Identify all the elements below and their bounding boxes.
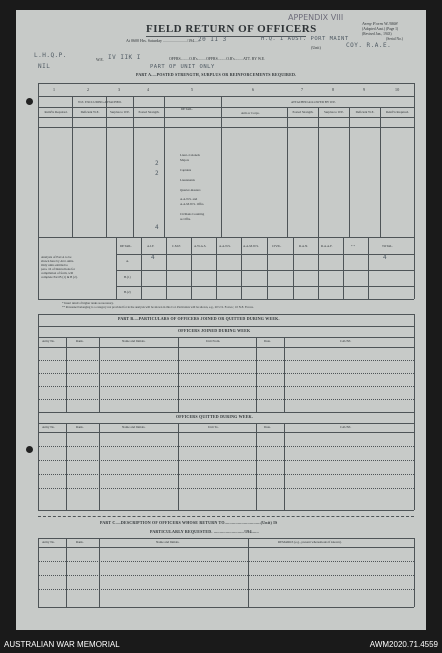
rule — [99, 337, 100, 412]
analysis-head: C.M.F. — [172, 244, 181, 248]
rule — [38, 432, 414, 433]
analysis-head: A.I.F. — [147, 244, 155, 248]
rule — [241, 237, 242, 299]
rule — [414, 538, 415, 607]
analysis-head: R.A.N. — [299, 244, 309, 248]
footer-source: AUSTRALIAN WAR MEMORIAL — [4, 640, 120, 649]
typed-we: IV IIK I — [108, 54, 141, 61]
rule — [38, 538, 414, 539]
col-number: 6 — [252, 87, 255, 92]
at-hrs-line: At 0600 Hrs. Saturday ......................../194...... — [126, 38, 201, 43]
rule — [133, 96, 134, 237]
analysis-head: * * — [351, 244, 355, 248]
rule — [141, 237, 142, 299]
rule — [191, 237, 192, 299]
rule — [106, 96, 107, 237]
rule — [293, 237, 294, 299]
joined-title: OFFICERS JOINED DURING WEEK — [178, 328, 251, 333]
col-head: Arm or Corps. — [241, 111, 260, 115]
analysis-note: compilation of form, will — [41, 271, 74, 275]
rule — [38, 561, 414, 562]
rule — [38, 337, 414, 338]
typed-lhqp: L.H.Q.P. — [34, 52, 67, 59]
rule — [38, 607, 414, 608]
part-b-title: PART B.—PARTICULARS OF OFFICERS JOINED OR QUITTED DURING WEEK. — [118, 316, 280, 321]
rule — [116, 237, 117, 299]
rule — [38, 446, 414, 447]
offrs-line: OFFRS.........O.R's.........OFFRS.........O.R's.........ATT. BY W.E. — [169, 57, 266, 61]
part-c-title: PART C.—DESCRIPTION OF OFFICERS WHOSE RETURN TO..............................(Unit) IS — [100, 520, 278, 525]
rule — [178, 337, 179, 412]
rule — [284, 337, 285, 412]
quitted-col-head: Rank. — [76, 425, 84, 429]
analysis-row-label: B.(2) — [124, 290, 131, 294]
rule — [66, 538, 67, 607]
rank-row: Lieut.-Colonels — [180, 153, 200, 157]
col-head: Posted Strength. — [292, 110, 314, 114]
form-revised: (Revised Jan., 1943) — [362, 32, 392, 36]
form-page — [16, 10, 426, 630]
typed-coy: COY. R.A.E. — [346, 42, 392, 49]
rule — [248, 538, 249, 607]
col-head: Surplus to W.E. — [109, 110, 130, 114]
quitted-col-head: CAUSE. — [340, 425, 352, 429]
col-number: 4 — [147, 87, 150, 92]
rule — [38, 360, 414, 361]
typed-unit: H.Q. I AUST. PORT MAINT — [261, 36, 349, 42]
attached-allowed-head: ATTACHED ALLOWED BY W.E. — [291, 100, 337, 104]
rule — [318, 107, 319, 237]
rule — [38, 299, 414, 300]
quitted-col-head: Date. — [264, 425, 271, 429]
typed-captains: 2 — [155, 160, 160, 167]
col-number: 5 — [191, 87, 194, 92]
rule — [72, 96, 73, 237]
col-number: 3 — [118, 87, 121, 92]
part-a-title: PART A.—POSTED STRENGTH, SURPLUS OR REINFORCEMENTS REQUIRED. — [136, 72, 297, 77]
joined-col-head: Unit From. — [206, 339, 221, 343]
col-head: Deficient W.E. — [355, 110, 375, 114]
col-head: Deficient W.E. — [80, 110, 100, 114]
punch-hole — [26, 446, 33, 453]
rule — [178, 423, 179, 510]
rule — [38, 575, 414, 576]
col-number: 9 — [363, 87, 366, 92]
col-number: 2 — [87, 87, 90, 92]
rule — [38, 488, 414, 489]
rule — [349, 107, 350, 237]
rule — [38, 117, 414, 118]
rank-row: A.A.N.S. and — [180, 197, 198, 201]
rule — [414, 83, 415, 299]
rule — [318, 237, 319, 299]
rule — [256, 423, 257, 510]
part-c-col-head: REMARKS (e.g., present whereabouts if known). — [278, 540, 342, 544]
we-label: W.E. — [96, 57, 104, 62]
rule — [38, 83, 414, 84]
rule — [380, 107, 381, 237]
joined-col-head: Army No. — [42, 339, 55, 343]
rule — [38, 96, 414, 97]
col-number: 8 — [332, 87, 335, 92]
part-c-col-head: Army No. — [42, 540, 55, 544]
rule — [38, 412, 414, 413]
col-number: 10 — [395, 87, 400, 92]
analysis-note: complete Part B (1) & B (2). — [41, 275, 78, 279]
quitted-col-head: Name and Initials. — [122, 425, 146, 429]
rule — [164, 96, 165, 237]
rule — [38, 314, 39, 510]
typed-date: 20 II 3 — [198, 36, 227, 43]
quitted-title: OFFICERS QUITTED DURING WEEK. — [176, 414, 254, 419]
part-c-col-head: Name and Initials. — [156, 540, 180, 544]
form-number: Army Form W.3008 — [362, 21, 398, 26]
rule — [38, 127, 414, 128]
rule — [216, 237, 217, 299]
footer-accession: AWM2020.71.4559 — [369, 640, 438, 649]
analysis-note: Only units entitled to — [41, 263, 69, 267]
rule — [38, 386, 414, 387]
we-excluding-head: W.E. EXCLUDING ATTACHED. — [78, 100, 122, 104]
typed-nil: NIL — [38, 63, 51, 70]
rule — [166, 237, 167, 299]
joined-col-head: Date. — [264, 339, 271, 343]
quitted-col-head: Unit To. — [208, 425, 219, 429]
analysis-head: DETAIL. — [120, 244, 133, 248]
rule — [38, 107, 414, 108]
typed-aif: 4 — [151, 254, 156, 261]
rule — [38, 373, 414, 374]
rule — [116, 254, 414, 255]
rank-row: A.A.M.W.S. Offrs. — [180, 202, 205, 206]
rule — [267, 237, 268, 299]
col-head: Surplus to W.E. — [323, 110, 344, 114]
rule — [343, 237, 344, 299]
joined-col-head: Name and Initials. — [122, 339, 146, 343]
rule — [38, 83, 39, 299]
rule — [38, 423, 414, 424]
analysis-note: para. 16 of Instructions for — [41, 267, 76, 271]
analysis-head: A.A.N.S. — [219, 244, 231, 248]
part-c-col-head: Rank. — [76, 540, 84, 544]
typed-part-of-unit: PART OF UNIT ONLY — [150, 64, 215, 70]
punch-hole — [26, 98, 33, 105]
rule — [66, 337, 67, 412]
rule — [256, 337, 257, 412]
analysis-head: R.A.A.F. — [321, 244, 333, 248]
rule — [414, 314, 415, 510]
analysis-head: CIVIL. — [272, 244, 282, 248]
rank-row: Lieutenants — [180, 178, 195, 182]
form-adopted: (Adopted Aust.) (Page 1) — [362, 27, 399, 31]
rule — [116, 270, 414, 271]
rule — [221, 96, 222, 237]
rule — [38, 460, 414, 461]
col-head: Posted Strength. — [138, 110, 160, 114]
rank-row: as Offrs. — [180, 217, 191, 221]
analysis-head: A.W.A.S. — [194, 244, 207, 248]
col-number: 7 — [301, 87, 304, 92]
rule — [38, 589, 414, 590]
footnote: ** Personnel belonging to a category not provided for in the analysis will be shown in this Col. Particulars will be shown, e.g., 20 U.S. Forces ; 10 N.E. Forces. — [62, 305, 254, 309]
joined-col-head: CAUSE. — [340, 339, 352, 343]
rule — [38, 326, 414, 327]
col-head: Reinf'ts Required. — [44, 110, 68, 114]
typed-total: 4 — [155, 224, 160, 231]
rank-row: Quarter-masters — [180, 188, 201, 192]
rule — [38, 314, 414, 315]
rule — [38, 474, 414, 475]
analysis-row-label: A. — [126, 259, 130, 263]
col-number: 1 — [53, 87, 56, 92]
rule — [38, 399, 414, 400]
appendix-annotation: APPENDIX VIII — [288, 13, 344, 22]
rule — [66, 423, 67, 510]
quitted-col-head: Army No. — [42, 425, 55, 429]
col-head: Reinf'ts Required. — [385, 110, 410, 114]
detail-head: DETAIL. — [181, 107, 194, 111]
archive-footer — [0, 630, 442, 653]
analysis-head: TOTAL. — [382, 244, 393, 248]
rule — [99, 423, 100, 510]
rule — [287, 107, 288, 237]
rank-row: Civilians Counting — [180, 212, 205, 216]
typed-lieutenants: 2 — [155, 170, 160, 177]
rule — [284, 423, 285, 510]
rule — [38, 516, 414, 517]
rule — [38, 547, 414, 548]
rule — [368, 237, 369, 299]
analysis-row-label: B.(1) — [124, 275, 131, 279]
rank-row: Majors — [180, 158, 190, 162]
analysis-note: shown here by ALL units. — [41, 259, 75, 263]
analysis-head: A.A.M.W.S. — [243, 244, 259, 248]
analysis-note: Analysis of Part A to be — [41, 255, 72, 259]
joined-col-head: Rank. — [76, 339, 84, 343]
part-c-subtitle: PARTICULARLY REQUESTED. ........................./194...... — [150, 529, 259, 534]
rule — [38, 347, 414, 348]
form-title: FIELD RETURN OF OFFICERS — [146, 23, 317, 35]
rule — [38, 538, 39, 607]
rule — [38, 237, 414, 238]
rank-row: Captains — [180, 168, 192, 172]
rule — [38, 510, 414, 511]
rule — [99, 538, 100, 607]
footnote: * Insert detail of higher ranks as necessary. — [62, 301, 114, 305]
typed-analysis-total: 4 — [383, 254, 388, 261]
serial-label: (Serial No.) — [386, 37, 403, 41]
unit-label: (Unit) — [311, 45, 321, 50]
rule — [116, 286, 414, 287]
